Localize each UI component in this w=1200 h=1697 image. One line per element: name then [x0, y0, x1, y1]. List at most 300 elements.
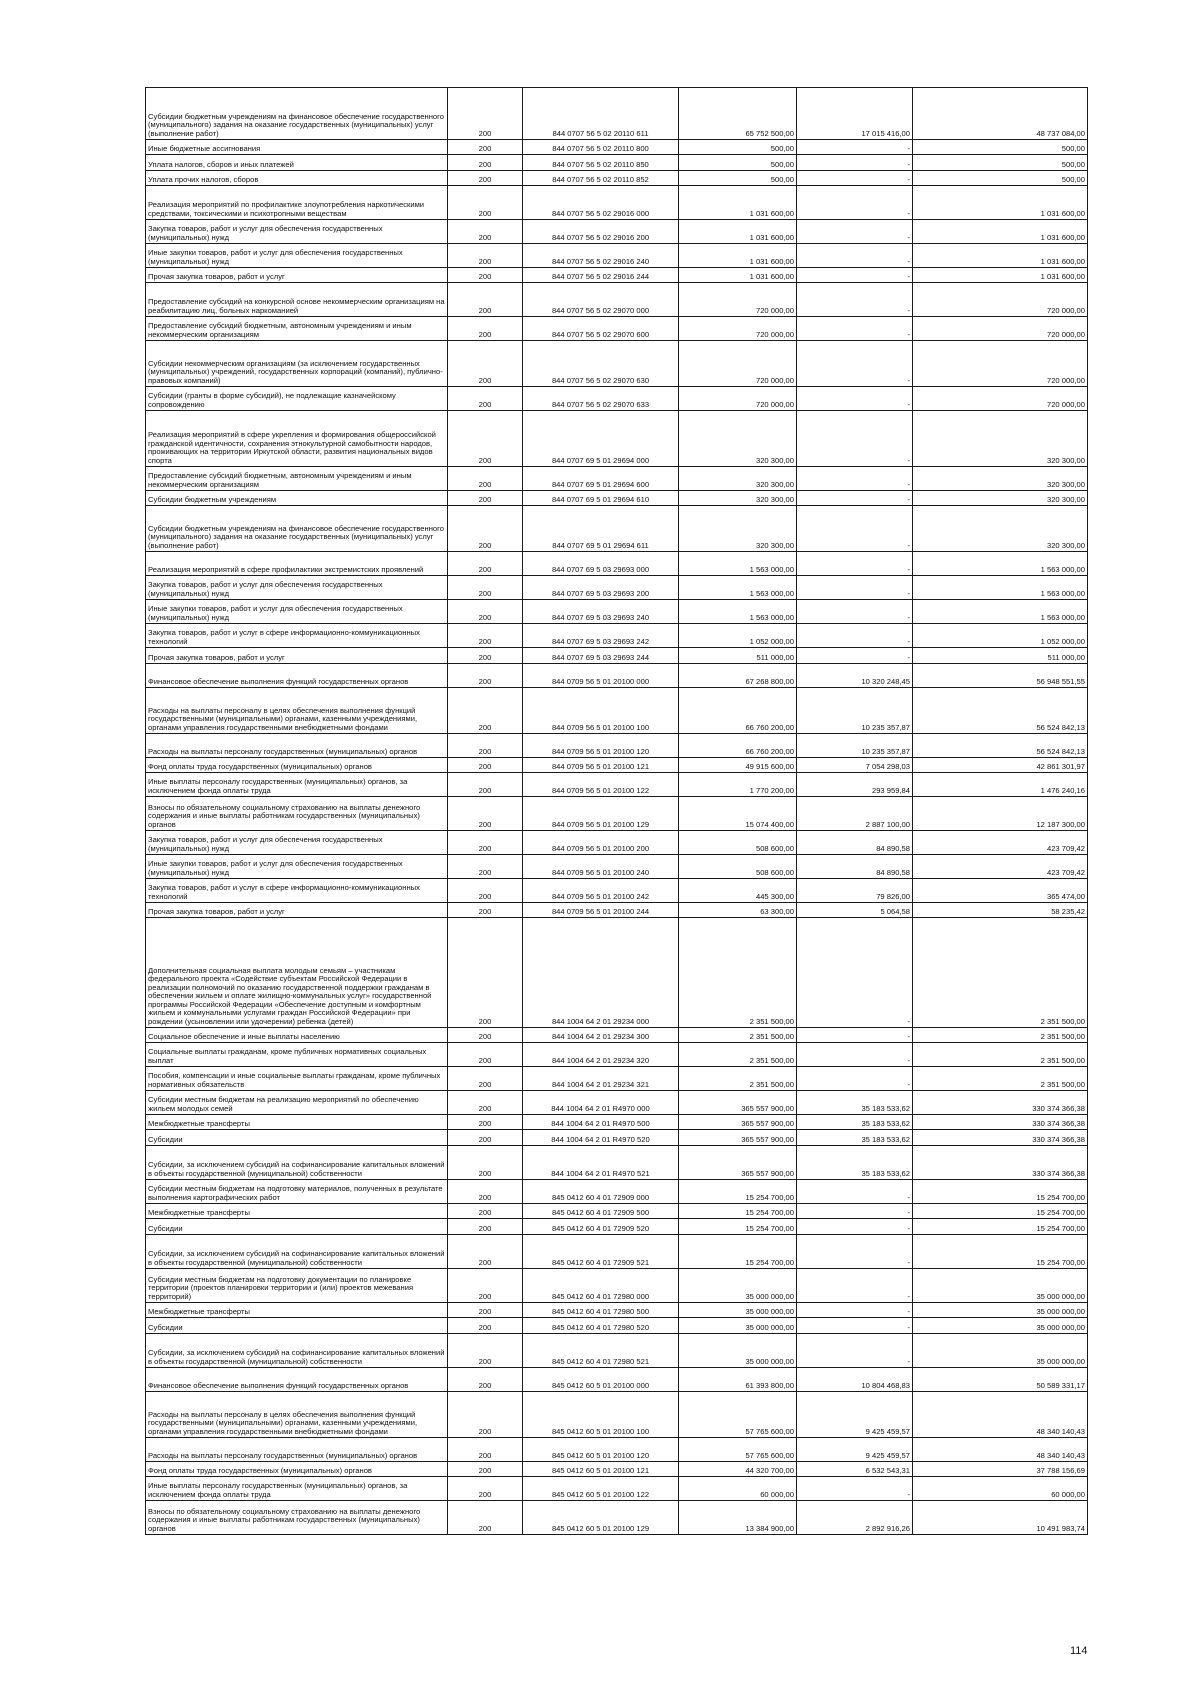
table-row [146, 1067, 1088, 1091]
row-kbk-cell: 844 0707 56 5 02 20110 800 [523, 140, 679, 155]
row-approved-cell: 720 000,00 [679, 283, 797, 317]
row-approved-cell: 508 600,00 [679, 855, 797, 879]
row-kbk-cell: 844 0709 56 5 01 20100 000 [523, 664, 679, 688]
row-name-cell: Расходы на выплаты персоналу в целях обеспечения выполнения функций государственными (муниципальными) органами, казенными учреждениями, органами управления государственными внебюджетными фондами [146, 688, 448, 734]
row-kbk-cell: 845 0412 60 4 01 72909 521 [523, 1235, 679, 1269]
row-approved-cell: 365 557 900,00 [679, 1115, 797, 1130]
row-kbk-cell: 844 0707 69 5 01 29694 000 [523, 411, 679, 467]
row-kbk-cell: 844 0707 56 5 02 29016 240 [523, 244, 679, 268]
row-kbk-cell: 844 1004 64 2 01 R4970 521 [523, 1146, 679, 1180]
row-approved-cell: 13 384 900,00 [679, 1501, 797, 1535]
row-unexecuted-cell: 35 000 000,00 [913, 1334, 1088, 1368]
table-row [146, 1368, 1088, 1392]
row-approved-cell: 500,00 [679, 155, 797, 171]
row-name-cell: Субсидии [146, 1219, 448, 1235]
row-code-cell: 200 [448, 171, 523, 186]
table-row [146, 831, 1088, 855]
row-name-cell: Взносы по обязательному социальному страхованию на выплаты денежного содержания и иные выплаты работникам государственных (муниципальных) органов [146, 1501, 448, 1535]
row-kbk-cell: 845 0412 60 4 01 72909 500 [523, 1204, 679, 1219]
row-name-cell: Субсидии [146, 1130, 448, 1146]
row-approved-cell: 35 000 000,00 [679, 1318, 797, 1334]
row-executed-cell: - [797, 1028, 913, 1043]
row-kbk-cell: 844 0709 56 5 01 20100 240 [523, 855, 679, 879]
row-unexecuted-cell: 56 524 842,13 [913, 688, 1088, 734]
row-unexecuted-cell: 35 000 000,00 [913, 1303, 1088, 1318]
row-name-cell: Иные выплаты персоналу государственных (муниципальных) органов, за исключением фонда оплаты труда [146, 773, 448, 797]
row-approved-cell: 1 770 200,00 [679, 773, 797, 797]
row-approved-cell: 2 351 500,00 [679, 1028, 797, 1043]
row-executed-cell: 10 235 357,87 [797, 734, 913, 758]
row-code-cell: 200 [448, 317, 523, 341]
row-kbk-cell: 844 0707 56 5 02 29016 200 [523, 220, 679, 244]
row-approved-cell: 1 031 600,00 [679, 244, 797, 268]
table-row [146, 624, 1088, 648]
table-row [146, 1334, 1088, 1368]
row-name-cell: Межбюджетные трансферты [146, 1204, 448, 1219]
row-unexecuted-cell: 1 476 240,16 [913, 773, 1088, 797]
table-row [146, 1303, 1088, 1318]
table-row [146, 1219, 1088, 1235]
row-unexecuted-cell: 365 474,00 [913, 879, 1088, 903]
row-approved-cell: 500,00 [679, 171, 797, 186]
table-row [146, 918, 1088, 1028]
row-name-cell: Субсидии, за исключением субсидий на софинансирование капитальных вложений в объекты государственной (муниципальной) собственности [146, 1334, 448, 1368]
row-unexecuted-cell: 423 709,42 [913, 831, 1088, 855]
row-unexecuted-cell: 15 254 700,00 [913, 1204, 1088, 1219]
row-unexecuted-cell: 10 491 983,74 [913, 1501, 1088, 1535]
row-approved-cell: 15 074 400,00 [679, 797, 797, 831]
page-number: 114 [1070, 1645, 1088, 1657]
row-approved-cell: 720 000,00 [679, 341, 797, 387]
table-row [146, 648, 1088, 664]
row-name-cell: Иные выплаты персоналу государственных (муниципальных) органов, за исключением фонда оплаты труда [146, 1477, 448, 1501]
row-code-cell: 200 [448, 1334, 523, 1368]
row-unexecuted-cell: 1 563 000,00 [913, 576, 1088, 600]
row-approved-cell: 720 000,00 [679, 387, 797, 411]
row-kbk-cell: 844 0709 56 5 01 20100 200 [523, 831, 679, 855]
row-executed-cell: 35 183 533,62 [797, 1130, 913, 1146]
row-unexecuted-cell: 330 374 366,38 [913, 1115, 1088, 1130]
row-approved-cell: 1 563 000,00 [679, 600, 797, 624]
row-kbk-cell: 844 0707 69 5 01 29694 600 [523, 467, 679, 491]
row-executed-cell: - [797, 600, 913, 624]
row-name-cell: Финансовое обеспечение выполнения функций государственных органов [146, 664, 448, 688]
table-row [146, 855, 1088, 879]
row-unexecuted-cell: 320 300,00 [913, 506, 1088, 552]
row-executed-cell: - [797, 317, 913, 341]
row-kbk-cell: 845 0412 60 4 01 72980 000 [523, 1269, 679, 1303]
row-name-cell: Межбюджетные трансферты [146, 1303, 448, 1318]
row-name-cell: Закупка товаров, работ и услуг в сфере информационно-коммуникационных технологий [146, 879, 448, 903]
table-row [146, 1392, 1088, 1438]
row-approved-cell: 1 563 000,00 [679, 576, 797, 600]
row-kbk-cell: 844 1004 64 2 01 R4970 500 [523, 1115, 679, 1130]
row-executed-cell: 84 890,58 [797, 831, 913, 855]
table-row [146, 664, 1088, 688]
row-unexecuted-cell: 330 374 366,38 [913, 1146, 1088, 1180]
row-code-cell: 200 [448, 1368, 523, 1392]
row-executed-cell: - [797, 244, 913, 268]
table-row [146, 758, 1088, 773]
table-row [146, 317, 1088, 341]
row-executed-cell: 35 183 533,62 [797, 1115, 913, 1130]
row-code-cell: 200 [448, 624, 523, 648]
row-unexecuted-cell: 1 031 600,00 [913, 220, 1088, 244]
row-code-cell: 200 [448, 1043, 523, 1067]
table-row [146, 171, 1088, 186]
row-approved-cell: 1 563 000,00 [679, 552, 797, 576]
table-row [146, 491, 1088, 506]
row-executed-cell: - [797, 1318, 913, 1334]
row-approved-cell: 720 000,00 [679, 317, 797, 341]
row-executed-cell: 10 804 468,83 [797, 1368, 913, 1392]
row-name-cell: Предоставление субсидий на конкурсной основе некоммерческим организациям на реабилитацию лиц, больных наркоманией [146, 283, 448, 317]
row-code-cell: 200 [448, 1477, 523, 1501]
row-code-cell: 200 [448, 903, 523, 918]
row-name-cell: Фонд оплаты труда государственных (муниципальных) органов [146, 758, 448, 773]
table-row [146, 1091, 1088, 1115]
row-name-cell: Дополнительная социальная выплата молодым семьям – участникам федерального проекта «Содействие субъектам Российской Федерации в реализации полномочий по оказанию государственной поддержки гражданам в обеспечении жильем и оплате жилищно-коммунальных услуг» государственной программы Российской Федерации «Обеспечение доступным и комфортным жильем и коммунальными услугами граждан Российской Федерации» при рождении (усыновлении или удочерении) ребенка (детей) [146, 918, 448, 1028]
table-row [146, 600, 1088, 624]
row-name-cell: Субсидии местным бюджетам на подготовку документации по планировке территории (проектов планировки территории и (или) проектов межевания территорий) [146, 1269, 448, 1303]
row-code-cell: 200 [448, 797, 523, 831]
row-approved-cell: 49 915 600,00 [679, 758, 797, 773]
row-approved-cell: 35 000 000,00 [679, 1303, 797, 1318]
row-unexecuted-cell: 48 340 140,43 [913, 1392, 1088, 1438]
row-unexecuted-cell: 511 000,00 [913, 648, 1088, 664]
table-row [146, 506, 1088, 552]
table-row [146, 1501, 1088, 1535]
table-row [146, 576, 1088, 600]
row-code-cell: 200 [448, 734, 523, 758]
row-kbk-cell: 844 1004 64 2 01 29234 300 [523, 1028, 679, 1043]
row-name-cell: Расходы на выплаты персоналу государственных (муниципальных) органов [146, 734, 448, 758]
row-approved-cell: 65 752 500,00 [679, 88, 797, 140]
row-approved-cell: 61 393 800,00 [679, 1368, 797, 1392]
table-row [146, 244, 1088, 268]
row-executed-cell: 84 890,58 [797, 855, 913, 879]
row-executed-cell: 35 183 533,62 [797, 1091, 913, 1115]
row-executed-cell: - [797, 220, 913, 244]
row-kbk-cell: 844 1004 64 2 01 29234 321 [523, 1067, 679, 1091]
row-approved-cell: 365 557 900,00 [679, 1146, 797, 1180]
row-unexecuted-cell: 1 031 600,00 [913, 244, 1088, 268]
row-executed-cell: - [797, 1235, 913, 1269]
row-approved-cell: 67 268 800,00 [679, 664, 797, 688]
row-name-cell: Расходы на выплаты персоналу в целях обеспечения выполнения функций государственными (муниципальными) органами, казенными учреждениями, органами управления государственными внебюджетными фондами [146, 1392, 448, 1438]
row-kbk-cell: 844 0707 56 5 02 29070 000 [523, 283, 679, 317]
row-unexecuted-cell: 423 709,42 [913, 855, 1088, 879]
row-code-cell: 200 [448, 758, 523, 773]
row-kbk-cell: 844 0707 69 5 03 29693 240 [523, 600, 679, 624]
table-row [146, 552, 1088, 576]
row-code-cell: 200 [448, 411, 523, 467]
row-kbk-cell: 844 0707 56 5 02 20110 852 [523, 171, 679, 186]
row-kbk-cell: 844 0709 56 5 01 20100 100 [523, 688, 679, 734]
row-name-cell: Иные бюджетные ассигнования [146, 140, 448, 155]
row-code-cell: 200 [448, 1303, 523, 1318]
table-row [146, 268, 1088, 283]
table-row [146, 186, 1088, 220]
row-name-cell: Реализация мероприятий в сфере профилактики экстремистских проявлений [146, 552, 448, 576]
row-unexecuted-cell: 2 351 500,00 [913, 1028, 1088, 1043]
row-executed-cell: 2 887 100,00 [797, 797, 913, 831]
row-unexecuted-cell: 320 300,00 [913, 491, 1088, 506]
row-unexecuted-cell: 500,00 [913, 155, 1088, 171]
row-kbk-cell: 844 0707 69 5 01 29694 610 [523, 491, 679, 506]
table-row [146, 1115, 1088, 1130]
row-code-cell: 200 [448, 88, 523, 140]
row-code-cell: 200 [448, 387, 523, 411]
row-unexecuted-cell: 37 788 156,69 [913, 1462, 1088, 1477]
row-name-cell: Финансовое обеспечение выполнения функций государственных органов [146, 1368, 448, 1392]
row-unexecuted-cell: 48 340 140,43 [913, 1438, 1088, 1462]
row-approved-cell: 1 052 000,00 [679, 624, 797, 648]
row-approved-cell: 1 031 600,00 [679, 268, 797, 283]
row-executed-cell: - [797, 387, 913, 411]
row-kbk-cell: 845 0412 60 4 01 72980 500 [523, 1303, 679, 1318]
row-executed-cell: 5 064,58 [797, 903, 913, 918]
row-executed-cell: - [797, 1303, 913, 1318]
row-executed-cell: - [797, 268, 913, 283]
row-executed-cell: - [797, 576, 913, 600]
row-kbk-cell: 845 0412 60 4 01 72980 520 [523, 1318, 679, 1334]
row-unexecuted-cell: 330 374 366,38 [913, 1091, 1088, 1115]
row-name-cell: Иные закупки товаров, работ и услуг для обеспечения государственных (муниципальных) нужд [146, 600, 448, 624]
row-code-cell: 200 [448, 831, 523, 855]
table-row [146, 688, 1088, 734]
budget-execution-table [145, 87, 1088, 1535]
table-row [146, 879, 1088, 903]
row-executed-cell: - [797, 1204, 913, 1219]
row-unexecuted-cell: 12 187 300,00 [913, 797, 1088, 831]
row-code-cell: 200 [448, 552, 523, 576]
row-code-cell: 200 [448, 600, 523, 624]
row-approved-cell: 320 300,00 [679, 467, 797, 491]
row-approved-cell: 511 000,00 [679, 648, 797, 664]
row-approved-cell: 320 300,00 [679, 411, 797, 467]
row-kbk-cell: 844 1004 64 2 01 R4970 520 [523, 1130, 679, 1146]
table-row [146, 734, 1088, 758]
row-kbk-cell: 845 0412 60 4 01 72980 521 [523, 1334, 679, 1368]
row-executed-cell: - [797, 624, 913, 648]
row-code-cell: 200 [448, 268, 523, 283]
row-approved-cell: 35 000 000,00 [679, 1269, 797, 1303]
table-row [146, 88, 1088, 140]
row-name-cell: Межбюджетные трансферты [146, 1115, 448, 1130]
row-unexecuted-cell: 720 000,00 [913, 283, 1088, 317]
row-executed-cell: 79 826,00 [797, 879, 913, 903]
row-kbk-cell: 844 1004 64 2 01 29234 000 [523, 918, 679, 1028]
row-code-cell: 200 [448, 664, 523, 688]
row-code-cell: 200 [448, 648, 523, 664]
row-executed-cell: - [797, 155, 913, 171]
row-code-cell: 200 [448, 879, 523, 903]
row-kbk-cell: 844 0709 56 5 01 20100 129 [523, 797, 679, 831]
table-row [146, 467, 1088, 491]
row-unexecuted-cell: 42 861 301,97 [913, 758, 1088, 773]
row-kbk-cell: 844 0709 56 5 01 20100 244 [523, 903, 679, 918]
row-unexecuted-cell: 500,00 [913, 140, 1088, 155]
row-unexecuted-cell: 330 374 366,38 [913, 1130, 1088, 1146]
row-name-cell: Уплата налогов, сборов и иных платежей [146, 155, 448, 171]
row-approved-cell: 15 254 700,00 [679, 1219, 797, 1235]
row-executed-cell: - [797, 140, 913, 155]
row-kbk-cell: 844 0707 69 5 03 29693 200 [523, 576, 679, 600]
row-code-cell: 200 [448, 1219, 523, 1235]
row-kbk-cell: 845 0412 60 5 01 20100 120 [523, 1438, 679, 1462]
table-body [146, 88, 1088, 1535]
row-kbk-cell: 844 0709 56 5 01 20100 120 [523, 734, 679, 758]
row-approved-cell: 15 254 700,00 [679, 1180, 797, 1204]
row-unexecuted-cell: 1 031 600,00 [913, 186, 1088, 220]
row-code-cell: 200 [448, 688, 523, 734]
row-executed-cell: - [797, 506, 913, 552]
row-executed-cell: 2 892 916,26 [797, 1501, 913, 1535]
row-name-cell: Субсидии местным бюджетам на подготовку материалов, полученных в результате выполнения картографических работ [146, 1180, 448, 1204]
row-executed-cell: - [797, 1043, 913, 1067]
row-approved-cell: 63 300,00 [679, 903, 797, 918]
row-code-cell: 200 [448, 1392, 523, 1438]
row-code-cell: 200 [448, 467, 523, 491]
row-name-cell: Субсидии бюджетным учреждениям на финансовое обеспечение государственного (муниципального) задания на оказание государственных (муниципальных) услуг (выполнение работ) [146, 506, 448, 552]
row-kbk-cell: 844 0707 56 5 02 29070 630 [523, 341, 679, 387]
row-kbk-cell: 844 0707 56 5 02 20110 850 [523, 155, 679, 171]
table-row [146, 1477, 1088, 1501]
row-name-cell: Закупка товаров, работ и услуг для обеспечения государственных (муниципальных) нужд [146, 831, 448, 855]
row-kbk-cell: 844 0707 56 5 02 29070 600 [523, 317, 679, 341]
row-code-cell: 200 [448, 1146, 523, 1180]
row-name-cell: Субсидии бюджетным учреждениям на финансовое обеспечение государственного (муниципального) задания на оказание государственных (муниципальных) услуг (выполнение работ) [146, 88, 448, 140]
row-unexecuted-cell: 58 235,42 [913, 903, 1088, 918]
row-approved-cell: 320 300,00 [679, 506, 797, 552]
row-approved-cell: 57 765 600,00 [679, 1438, 797, 1462]
row-name-cell: Прочая закупка товаров, работ и услуг [146, 648, 448, 664]
row-executed-cell: - [797, 411, 913, 467]
row-code-cell: 200 [448, 1091, 523, 1115]
row-code-cell: 200 [448, 341, 523, 387]
row-executed-cell: 9 425 459,57 [797, 1438, 913, 1462]
row-kbk-cell: 844 0709 56 5 01 20100 242 [523, 879, 679, 903]
row-executed-cell: - [797, 1334, 913, 1368]
row-approved-cell: 2 351 500,00 [679, 1043, 797, 1067]
table-row [146, 1318, 1088, 1334]
table-row [146, 1204, 1088, 1219]
row-unexecuted-cell: 2 351 500,00 [913, 1043, 1088, 1067]
row-kbk-cell: 845 0412 60 5 01 20100 000 [523, 1368, 679, 1392]
row-unexecuted-cell: 56 524 842,13 [913, 734, 1088, 758]
table-row [146, 411, 1088, 467]
row-code-cell: 200 [448, 1501, 523, 1535]
row-executed-cell: - [797, 918, 913, 1028]
row-code-cell: 200 [448, 773, 523, 797]
row-approved-cell: 508 600,00 [679, 831, 797, 855]
row-code-cell: 200 [448, 1115, 523, 1130]
row-executed-cell: - [797, 186, 913, 220]
row-executed-cell: - [797, 1477, 913, 1501]
row-executed-cell: - [797, 283, 913, 317]
row-code-cell: 200 [448, 1462, 523, 1477]
row-name-cell: Реализация мероприятий по профилактике злоупотребления наркотическими средствами, токсическими и психотропными веществам [146, 186, 448, 220]
row-kbk-cell: 844 1004 64 2 01 29234 320 [523, 1043, 679, 1067]
row-unexecuted-cell: 500,00 [913, 171, 1088, 186]
row-code-cell: 200 [448, 186, 523, 220]
row-name-cell: Субсидии, за исключением субсидий на софинансирование капитальных вложений в объекты государственной (муниципальной) собственности [146, 1146, 448, 1180]
row-executed-cell: - [797, 1180, 913, 1204]
row-approved-cell: 15 254 700,00 [679, 1204, 797, 1219]
row-approved-cell: 445 300,00 [679, 879, 797, 903]
row-name-cell: Предоставление субсидий бюджетным, автономным учреждениям и иным некоммерческим организациям [146, 467, 448, 491]
row-code-cell: 200 [448, 155, 523, 171]
row-approved-cell: 66 760 200,00 [679, 734, 797, 758]
row-approved-cell: 35 000 000,00 [679, 1334, 797, 1368]
row-unexecuted-cell: 50 589 331,17 [913, 1368, 1088, 1392]
row-name-cell: Взносы по обязательному социальному страхованию на выплаты денежного содержания и иные выплаты работникам государственных (муниципальных) органов [146, 797, 448, 831]
row-unexecuted-cell: 35 000 000,00 [913, 1269, 1088, 1303]
row-unexecuted-cell: 2 351 500,00 [913, 918, 1088, 1028]
row-kbk-cell: 845 0412 60 4 01 72909 520 [523, 1219, 679, 1235]
row-unexecuted-cell: 1 052 000,00 [913, 624, 1088, 648]
table-row [146, 341, 1088, 387]
row-code-cell: 200 [448, 1067, 523, 1091]
row-name-cell: Прочая закупка товаров, работ и услуг [146, 268, 448, 283]
row-name-cell: Иные закупки товаров, работ и услуг для обеспечения государственных (муниципальных) нужд [146, 244, 448, 268]
row-code-cell: 200 [448, 1235, 523, 1269]
row-approved-cell: 365 557 900,00 [679, 1091, 797, 1115]
table-row [146, 387, 1088, 411]
table-row [146, 220, 1088, 244]
row-executed-cell: 10 235 357,87 [797, 688, 913, 734]
row-approved-cell: 500,00 [679, 140, 797, 155]
row-executed-cell: - [797, 341, 913, 387]
row-code-cell: 200 [448, 506, 523, 552]
row-executed-cell: - [797, 1269, 913, 1303]
row-executed-cell: 35 183 533,62 [797, 1146, 913, 1180]
table-row [146, 1438, 1088, 1462]
row-name-cell: Субсидии, за исключением субсидий на софинансирование капитальных вложений в объекты государственной (муниципальной) собственности [146, 1235, 448, 1269]
row-executed-cell: - [797, 1067, 913, 1091]
row-executed-cell: - [797, 648, 913, 664]
row-name-cell: Закупка товаров, работ и услуг для обеспечения государственных (муниципальных) нужд [146, 220, 448, 244]
row-code-cell: 200 [448, 1269, 523, 1303]
row-executed-cell: - [797, 491, 913, 506]
row-approved-cell: 57 765 600,00 [679, 1392, 797, 1438]
row-executed-cell: 6 532 543,31 [797, 1462, 913, 1477]
table-row [146, 1462, 1088, 1477]
table-row [146, 903, 1088, 918]
row-name-cell: Субсидии (гранты в форме субсидий), не подлежащие казначейскому сопровождению [146, 387, 448, 411]
row-executed-cell: 9 425 459,57 [797, 1392, 913, 1438]
row-name-cell: Расходы на выплаты персоналу государственных (муниципальных) органов [146, 1438, 448, 1462]
row-unexecuted-cell: 56 948 551,55 [913, 664, 1088, 688]
row-approved-cell: 1 031 600,00 [679, 186, 797, 220]
row-code-cell: 200 [448, 855, 523, 879]
row-approved-cell: 66 760 200,00 [679, 688, 797, 734]
row-executed-cell: - [797, 171, 913, 186]
row-executed-cell: - [797, 467, 913, 491]
row-kbk-cell: 844 0707 56 5 02 29070 633 [523, 387, 679, 411]
row-kbk-cell: 844 0709 56 5 01 20100 122 [523, 773, 679, 797]
table-row [146, 1269, 1088, 1303]
row-name-cell: Субсидии бюджетным учреждениям [146, 491, 448, 506]
row-approved-cell: 44 320 700,00 [679, 1462, 797, 1477]
row-executed-cell: - [797, 1219, 913, 1235]
row-name-cell: Прочая закупка товаров, работ и услуг [146, 903, 448, 918]
row-kbk-cell: 844 0707 69 5 03 29693 242 [523, 624, 679, 648]
row-unexecuted-cell: 48 737 084,00 [913, 88, 1088, 140]
row-executed-cell: - [797, 552, 913, 576]
table-row [146, 1235, 1088, 1269]
